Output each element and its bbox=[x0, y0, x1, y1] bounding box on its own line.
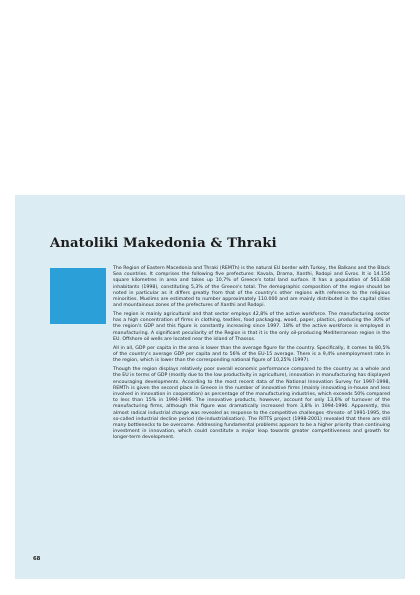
paragraph-innovation: Though the region displays relatively poor overall economic performance compared to the country as a whole and the EU in terms of GDP (mostly due to the low productivity in agriculture), innovation in manufacturing has displayed encouraging developments. According to the most recent data of the National Innovation Survey for 1997-1998, REMTh is given the second place in Greece in the number of innovative firms (mainly innovating in-house and less involved in innovation in cooperation) as percentage of the manufacturing industries, which exceeds 50% compared to less than 15% in 1994-1996. The innovative products, however, account for only 13,6% of turnover of the manufacturing firms, although this figure was dramatically increased from 3,8% in 1994-1996. Apparently, this almost radical industrial change was revealed as response to the competitive challenges -threats- of 1991-1995, the so-called industrial decline period (de-industrialisation). The RITTS project (1998-2001) revealed that there are still many bottlenecks to be overcome. Addressing fundamental problems appears to be a higher priority than continuing investment in innovation, which could constitute a major leap towards greater competitiveness and growth for longer-term development. bbox=[113, 367, 390, 441]
paragraph-economy-sectors: The region is mainly agricultural and that sector employs 42,8% of the active workforce. The manufacturing sector has a high concentration of firms in clothing, textiles, food packaging, wood, paper, plastics, producing the 30% of the region's GDP and this figure is constantly increasing since 1997. 18% of the active workforce is employed in manufacturing. A significant peculiarity of the Region is that it is the only oil-producing Mediterranean region in the EU. Offshore oil wells are located near the island of Thassos. bbox=[113, 312, 390, 342]
body-text bbox=[113, 266, 390, 444]
page-number: 68 bbox=[33, 556, 41, 562]
region-color-square bbox=[50, 268, 106, 324]
page-title: Anatoliki Makedonia & Thraki bbox=[50, 236, 277, 251]
paragraph-gdp-unemployment: All in all, GDP per capita in the area is lower than the average figure for the country. Specifically, it comes to 80,5% of the country's average GDP per capita and to 56% of the EU-15 average. There is a 9,4% unemployment rate in the region, which is lower than the corresponding national figure of 10,25% (1997). bbox=[113, 345, 390, 364]
paragraph-geography: The Region of Eastern Macedonia and Thraki (REMTh) is the natural EU border with Turkey, the Balkans and the Black Sea countries. It comprises the following five prefectures: Kavala, Drama, Xanthi, Rodopi and Evros. It is 14.154 square kilometres in area and takes up 10,7% of Greece's total land surface. It has a population of 561.838 inhabitants (1998), constituting 5,3% of the Greece's total. The demographic composition of the region should be noted in particular as it differs greatly from that of the country's other regions with reference to the religious minorities. Muslims are estimated to number approximately 110.000 and are mainly distributed in the capital cities and mountainous zones of the prefectures of Xanthi and Rodopi. bbox=[113, 266, 390, 309]
